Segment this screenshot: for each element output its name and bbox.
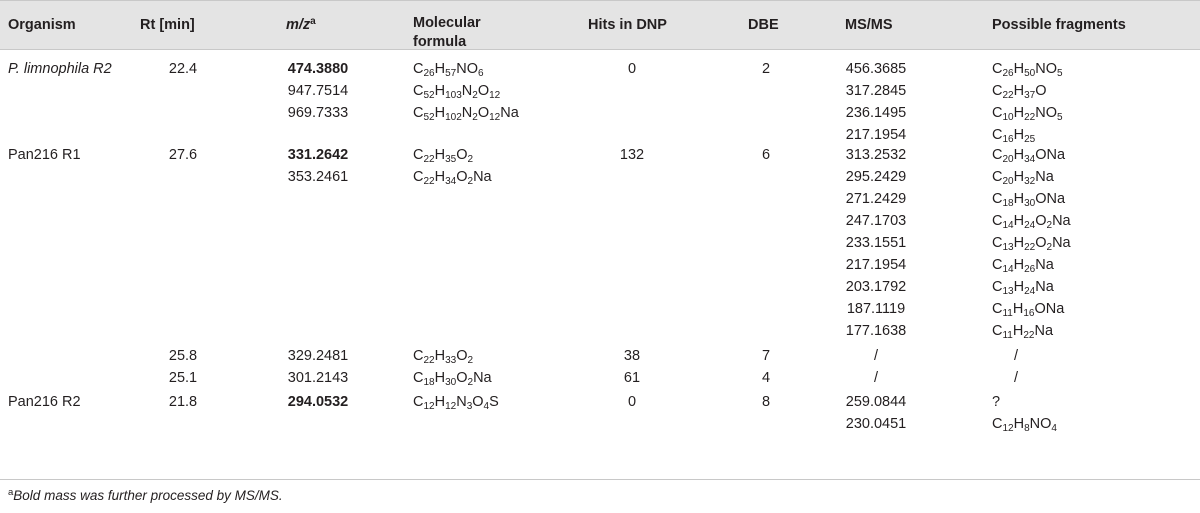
cell-mz-row-4: 331.2642 — [287, 147, 349, 163]
cell-frag-row-3: $C_{16}H_{25}$ — [992, 127, 1036, 145]
cell-frag-row-7: $C_{14}H_{24}O_2Na$ — [992, 213, 1071, 231]
cell-msms-row-5: 295.2429 — [845, 169, 907, 185]
cell-organism-row-4: Pan216 R1 — [8, 147, 81, 163]
cell-formula-row-14: $C_{18}H_{30}O_2Na$ — [413, 370, 492, 388]
cell-msms-row-6: 271.2429 — [845, 191, 907, 207]
cell-mz-row-15: 294.0532 — [287, 394, 349, 410]
cell-msms-row-8: 233.1551 — [845, 235, 907, 251]
cell-mz-row-13: 329.2481 — [287, 348, 349, 364]
cell-mz-row-0: 474.3880 — [287, 61, 349, 77]
cell-msms-row-14: / — [873, 370, 879, 386]
cell-dbe-row-0: 2 — [761, 61, 771, 77]
header-mz — [286, 16, 316, 35]
cell-formula-row-4: $C_{22}H_{35}O_2$ — [413, 147, 474, 165]
cell-msms-row-2: 236.1495 — [845, 105, 907, 121]
cell-rt-row-14: 25.1 — [168, 370, 198, 386]
cell-frag-row-5: $C_{20}H_{32}Na$ — [992, 169, 1054, 187]
cell-frag-row-12: $C_{11}H_{22}Na$ — [992, 323, 1054, 341]
cell-frag-row-6: $C_{18}H_{30}ONa$ — [992, 191, 1066, 209]
cell-msms-row-16: 230.0451 — [845, 416, 907, 432]
header-organism: Organism — [8, 17, 76, 33]
cell-msms-row-13: / — [873, 348, 879, 364]
cell-frag-row-16: $C_{12}H_8NO_4$ — [992, 416, 1057, 434]
cell-msms-row-10: 203.1792 — [845, 279, 907, 295]
cell-frag-row-0: $C_{26}H_{50}NO_5$ — [992, 61, 1063, 79]
cell-mz-row-5: 353.2461 — [287, 169, 349, 185]
cell-frag-row-2: $C_{10}H_{22}NO_5$ — [992, 105, 1063, 123]
header-mz-footnote-marker: a — [310, 16, 316, 27]
cell-dnp-row-14: 61 — [623, 370, 641, 386]
cell-organism-row-15: Pan216 R2 — [8, 394, 81, 410]
cell-formula-row-1: $C_{52}H_{103}N_2O_{12}$ — [413, 83, 501, 101]
header-formula: Molecular formula — [413, 15, 481, 50]
header-dnp: Hits in DNP — [588, 17, 667, 33]
cell-frag-row-14: / — [1013, 370, 1019, 386]
cell-dnp-row-15: 0 — [627, 394, 637, 410]
cell-formula-row-5: $C_{22}H_{34}O_2Na$ — [413, 169, 492, 187]
cell-msms-row-15: 259.0844 — [845, 394, 907, 410]
cell-msms-row-9: 217.1954 — [845, 257, 907, 273]
cell-dnp-row-13: 38 — [623, 348, 641, 364]
cell-rt-row-0: 22.4 — [168, 61, 198, 77]
header-rt: Rt [min] — [140, 17, 195, 33]
cell-mz-row-14: 301.2143 — [287, 370, 349, 386]
cell-frag-row-13: / — [1013, 348, 1019, 364]
cell-dnp-row-4: 132 — [619, 147, 645, 163]
cell-dbe-row-15: 8 — [761, 394, 771, 410]
cell-frag-row-8: $C_{13}H_{22}O_2Na$ — [992, 235, 1071, 253]
cell-frag-row-10: $C_{13}H_{24}Na$ — [992, 279, 1054, 297]
cell-frag-row-1: $C_{22}H_{37}O$ — [992, 83, 1047, 101]
cell-formula-row-15: $C_{12}H_{12}N_3O_4S$ — [413, 394, 499, 412]
cell-msms-row-1: 317.2845 — [845, 83, 907, 99]
cell-mz-row-2: 969.7333 — [287, 105, 349, 121]
cell-frag-row-11: $C_{11}H_{16}ONa$ — [992, 301, 1065, 319]
header-fragments: Possible fragments — [992, 17, 1126, 33]
header-msms: MS/MS — [845, 17, 893, 33]
table-header-row — [0, 0, 1200, 50]
cell-dbe-row-14: 4 — [761, 370, 771, 386]
cell-msms-row-0: 456.3685 — [845, 61, 907, 77]
footnote-marker: a — [8, 487, 14, 498]
table-bottom-rule — [0, 479, 1200, 480]
cell-dbe-row-13: 7 — [761, 348, 771, 364]
cell-formula-row-2: $C_{52}H_{102}N_2O_{12}Na$ — [413, 105, 519, 123]
cell-msms-row-3: 217.1954 — [845, 127, 907, 143]
cell-dnp-row-0: 0 — [627, 61, 637, 77]
cell-msms-row-12: 177.1638 — [845, 323, 907, 339]
cell-frag-row-4: $C_{20}H_{34}ONa$ — [992, 147, 1066, 165]
cell-frag-row-9: $C_{14}H_{26}Na$ — [992, 257, 1054, 275]
cell-rt-row-4: 27.6 — [168, 147, 198, 163]
cell-msms-row-7: 247.1703 — [845, 213, 907, 229]
cell-frag-row-15: ? — [992, 394, 1001, 410]
cell-mz-row-1: 947.7514 — [287, 83, 349, 99]
header-dbe: DBE — [748, 17, 779, 33]
cell-rt-row-13: 25.8 — [168, 348, 198, 364]
cell-formula-row-0: $C_{26}H_{57}NO_6$ — [413, 61, 484, 79]
cell-rt-row-15: 21.8 — [168, 394, 198, 410]
cell-dbe-row-4: 6 — [761, 147, 771, 163]
table-footnote — [8, 488, 283, 503]
cell-msms-row-11: 187.1119 — [846, 301, 906, 317]
cell-msms-row-4: 313.2532 — [845, 147, 907, 163]
header-mz-label: m/z — [286, 17, 311, 33]
cell-organism-row-0: P. limnophila R2 — [8, 61, 112, 77]
cell-formula-row-13: $C_{22}H_{33}O_2$ — [413, 348, 474, 366]
footnote-text: Bold mass was further processed by MS/MS. — [13, 488, 283, 503]
